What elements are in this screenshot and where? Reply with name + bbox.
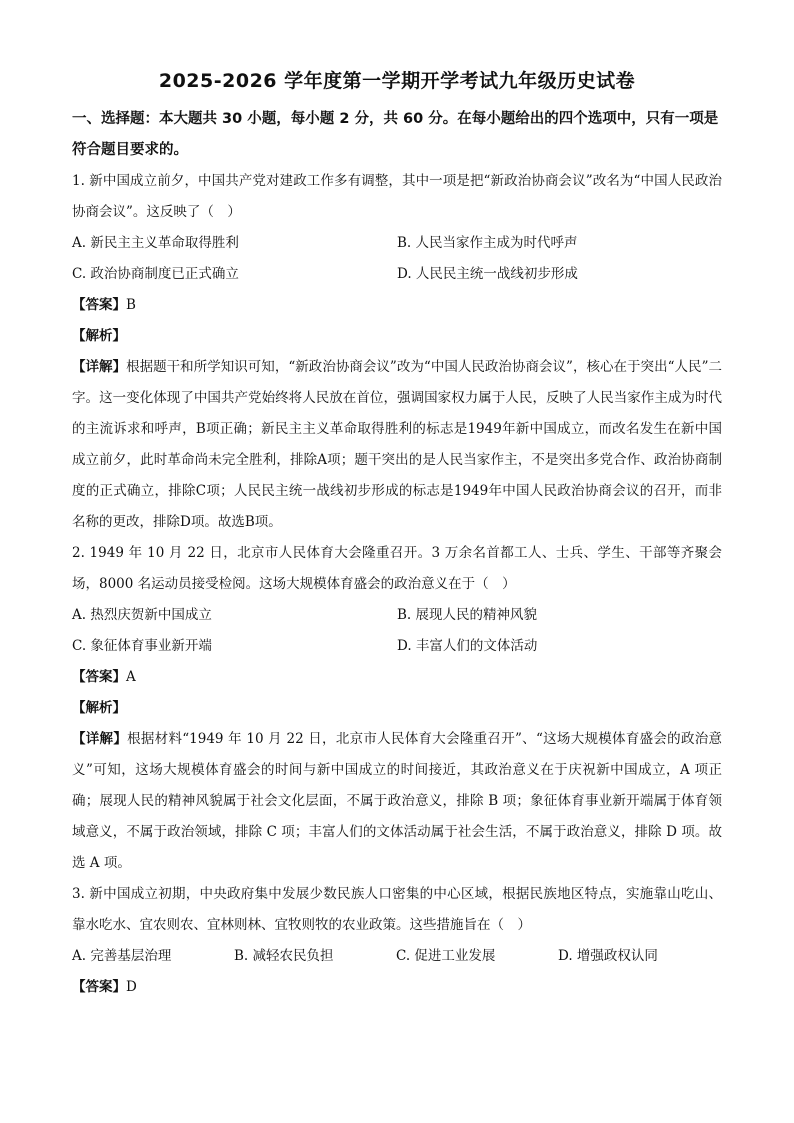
answer-label: 【答案】 bbox=[72, 979, 126, 995]
question-1-options-row-1 bbox=[72, 228, 722, 259]
answer-value: B bbox=[126, 297, 136, 313]
question-3-options-row bbox=[72, 941, 722, 972]
question-2-options-row-2 bbox=[72, 631, 722, 662]
question-3-stem: 3. 新中国成立初期，中央政府集中发展少数民族人口密集的中心区域，根据民族地区特点，实施靠山吃山、靠水吃水、宜农则农、宜林则林、宜牧则牧的农业政策。这些措施旨在（ ） bbox=[72, 886, 722, 933]
question-3-answer bbox=[72, 972, 722, 1003]
question-3-option-b: B. 减轻农民负担 bbox=[234, 948, 334, 964]
question-2-options-row-1 bbox=[72, 600, 722, 631]
detail-text: 根据题干和所学知识可知，“新政治协商会议”改为“中国人民政治协商会议”，核心在于突出“人民”二字。这一变化体现了中国共产党始终将人民放在首位，强调国家权力属于人民，反映了人民当家作主成为时代的主流诉求和呼声，B项正确；新民主主义革命取得胜利的标志是1949年新中国成立，而改名发生在新中国成立前夕，此时革命尚未完全胜利，排除A项；题干突出的是人民当家作主，不是突出多党合作、政治协商制度的正式确立，排除C项；人民民主统一战线初步形成的标志是1949年中国人民政治协商会议的召开，而非名称的更改，排除D项。故选B项。 bbox=[72, 359, 722, 530]
detail-label: 【详解】 bbox=[72, 731, 128, 747]
answer-label: 【答案】 bbox=[72, 669, 126, 685]
page-title: 2025-2026 学年度第一学期开学考试九年级历史试卷 bbox=[158, 70, 636, 92]
question-3-option-a: A. 完善基层治理 bbox=[72, 948, 172, 964]
question-2-detail bbox=[72, 724, 722, 879]
section-heading: 一、选择题：本大题共 30 小题，每小题 2 分，共 60 分。在每小题给出的四个选项中，只有一项是符合题目要求的。 bbox=[72, 111, 719, 158]
detail-text: 根据材料“1949 年 10 月 22 日，北京市人民体育大会隆重召开”、“这场大规模体育盛会的政治意义”可知，这场大规模体育盛会的时间与新中国成立的时间接近，其政治意义在于庆祝新中国成立，A 项正确；展现人民的精神风貌属于社会文化层面，不属于政治意义，排除 B 项；象征体育事业新开端属于体育领域意义，不属于政治领域，排除 C 项；丰富人们的文体活动属于社会生活，不属于政治意义，排除 D 项。故选 A 项。 bbox=[72, 731, 723, 871]
question-2-option-d: D. 丰富人们的文体活动 bbox=[397, 638, 538, 654]
detail-label: 【详解】 bbox=[72, 359, 127, 375]
question-2-stem: 2. 1949 年 10 月 22 日，北京市人民体育大会隆重召开。3 万余名首都工人、士兵、学生、干部等齐聚会场，8000 名运动员接受检阅。这场大规模体育盛会的政治意义在于（ ） bbox=[72, 545, 722, 592]
analysis-label: 【解析】 bbox=[72, 700, 126, 716]
analysis-label: 【解析】 bbox=[72, 328, 126, 344]
question-1-option-d: D. 人民民主统一战线初步形成 bbox=[397, 266, 578, 282]
exam-content bbox=[72, 104, 722, 1003]
question-1-stem: 1. 新中国成立前夕，中国共产党对建政工作多有调整，其中一项是把“新政治协商会议”改名为“中国人民政治协商会议”。这反映了（ ） bbox=[72, 173, 722, 220]
answer-label: 【答案】 bbox=[72, 297, 126, 313]
question-1-detail bbox=[72, 352, 722, 538]
question-1-option-a: A. 新民主主义革命取得胜利 bbox=[72, 235, 239, 251]
question-2-answer bbox=[72, 662, 722, 693]
question-2-option-a: A. 热烈庆贺新中国成立 bbox=[72, 607, 212, 623]
question-2-option-c: C. 象征体育事业新开端 bbox=[72, 638, 212, 654]
question-1-answer bbox=[72, 290, 722, 321]
answer-value: A bbox=[126, 669, 136, 685]
question-1-options-row-2 bbox=[72, 259, 722, 290]
question-1-option-c: C. 政治协商制度已正式确立 bbox=[72, 266, 239, 282]
answer-value: D bbox=[126, 979, 137, 995]
question-2-option-b: B. 展现人民的精神风貌 bbox=[397, 607, 538, 623]
question-3-option-d: D. 增强政权认同 bbox=[558, 948, 658, 964]
question-3-option-c: C. 促进工业发展 bbox=[396, 948, 496, 964]
question-2-analysis-label bbox=[72, 693, 722, 724]
question-1-analysis-label bbox=[72, 321, 722, 352]
question-1-option-b: B. 人民当家作主成为时代呼声 bbox=[397, 235, 578, 251]
